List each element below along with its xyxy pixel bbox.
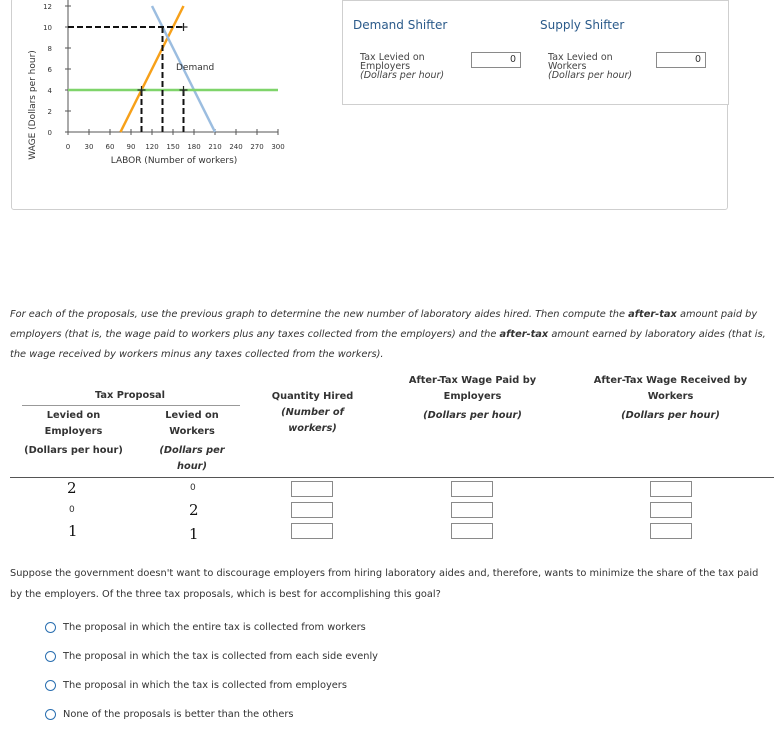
y-tick-label: 10 [43, 24, 52, 32]
supply-shifter-label-line: (Dollars per hour) [548, 70, 633, 81]
radio-option-workers[interactable] [45, 622, 366, 633]
radio-button[interactable] [45, 651, 56, 662]
header-line: (Dollars per hour) [24, 445, 123, 456]
x-tick-label: 0 [65, 143, 71, 151]
x-axis-label: LABOR (Number of workers) [110, 156, 238, 166]
header-line: (Dollars per hour) [423, 410, 522, 421]
demand-shifter-input[interactable]: 0 [471, 52, 521, 68]
header-line: Quantity Hired [271, 391, 354, 402]
levied-employers-header [16, 408, 131, 459]
radio-option-label: The proposal in which the tax is collected from each side evenly [63, 651, 378, 662]
instructions-bold: after-tax [628, 309, 677, 320]
y-tick-label: 2 [47, 108, 52, 116]
header-line: Employers [44, 426, 103, 437]
instructions-text: amount earned by laboratory aides (that is, the wage received by workers minus any taxes collected from the workers). [10, 329, 766, 360]
demand-shifter-label-line: (Dollars per hour) [360, 70, 445, 81]
header-line: (Number of [281, 407, 344, 418]
y-tick-label: 4 [47, 87, 52, 95]
supply-shifter-title: Supply Shifter [540, 18, 625, 32]
header-line: (Dollars per [159, 445, 225, 456]
header-line: Employers [443, 391, 502, 402]
radio-option-employers[interactable] [45, 680, 347, 691]
wage-paid-input-row1[interactable] [451, 481, 493, 497]
x-tick-label: 240 [229, 143, 243, 151]
header-line: workers) [288, 423, 337, 434]
shifter-box [342, 0, 729, 105]
header-line: Workers [169, 426, 215, 437]
y-tick-label: 0 [47, 129, 52, 137]
header-line: (Dollars per hour) [621, 410, 720, 421]
table-divider [10, 477, 774, 478]
radio-button[interactable] [45, 622, 56, 633]
wage-received-input-row2[interactable] [650, 502, 692, 518]
radio-button[interactable] [45, 680, 56, 691]
labor-market-chart [0, 0, 340, 180]
wage-paid-input-row3[interactable] [451, 523, 493, 539]
tax-workers-row1: 0 [190, 483, 196, 493]
demand-shifter-label-line: Employers [360, 61, 411, 72]
x-tick-label: 300 [271, 143, 285, 151]
header-line: hour) [177, 461, 207, 472]
header-line: Levied on [165, 410, 219, 421]
supply-curve [121, 6, 184, 132]
wage-received-header [583, 373, 758, 424]
demand-curve-label: Demand [176, 63, 215, 73]
quantity-hired-header [255, 389, 370, 437]
y-tick-label: 6 [47, 66, 52, 74]
supply-shifter-input[interactable]: 0 [656, 52, 706, 68]
y-tick-label: 12 [43, 3, 52, 11]
radio-option-label: The proposal in which the entire tax is collected from workers [63, 622, 366, 633]
radio-option-none[interactable] [45, 709, 294, 720]
radio-option-label: The proposal in which the tax is collected from employers [63, 680, 347, 691]
radio-option-label: None of the proposals is better than the others [63, 709, 294, 720]
x-tick-label: 210 [208, 143, 222, 151]
x-tick-label: 120 [145, 143, 159, 151]
demand-shifter-label-line: Tax Levied on [360, 52, 425, 63]
tax-workers-row2: 2 [189, 501, 199, 519]
header-line: After-Tax Wage Paid by [408, 375, 537, 386]
supply-shifter-label-line: Tax Levied on [548, 52, 613, 63]
tax-workers-row3: 1 [189, 525, 199, 543]
question-text: Suppose the government doesn't want to discourage employers from hiring laboratory aides and, therefore, wants to minimize the share of the tax paid by the employers. Of the three tax proposals, which is best for accomplishing this goal? [10, 568, 759, 600]
header-line: Workers [647, 391, 694, 402]
supply-shifter-label-line: Workers [548, 61, 587, 72]
wage-paid-input-row2[interactable] [451, 502, 493, 518]
quantity-input-row1[interactable] [291, 481, 333, 497]
levied-workers-header [142, 408, 242, 475]
x-tick-label: 90 [126, 143, 136, 151]
instructions-text: amount paid by employers (that is, the wage paid to workers plus any taxes collected from the employers) and the [10, 309, 758, 340]
x-tick-label: 30 [84, 143, 94, 151]
x-tick-label: 180 [187, 143, 201, 151]
x-tick-label: 150 [166, 143, 180, 151]
tax-employers-row1: 2 [67, 479, 77, 497]
wage-received-input-row1[interactable] [650, 481, 692, 497]
quantity-input-row3[interactable] [291, 523, 333, 539]
supply-shifter-label [548, 53, 632, 80]
y-tick-label: 8 [47, 45, 52, 53]
header-line: After-Tax Wage Received by [593, 375, 748, 386]
instructions-text: For each of the proposals, use the previous graph to determine the new number of laboratory aides hired. Then compute the [10, 309, 629, 320]
tax-employers-row2: 0 [69, 505, 75, 515]
wage-paid-header [390, 373, 555, 424]
demand-shifter-label [360, 53, 444, 80]
tax-employers-row3: 1 [68, 522, 78, 540]
y-axis-label: WAGE (Dollars per hour) [28, 50, 38, 160]
instructions-bold: after-tax [499, 329, 549, 340]
header-divider [22, 405, 240, 406]
header-line: Levied on [46, 410, 101, 421]
demand-shifter-title: Demand Shifter [353, 18, 448, 32]
radio-option-evenly[interactable] [45, 651, 378, 662]
quantity-input-row2[interactable] [291, 502, 333, 518]
wage-received-input-row3[interactable] [650, 523, 692, 539]
tax-proposal-header: Tax Proposal [94, 390, 166, 401]
instructions [10, 305, 770, 365]
radio-button[interactable] [45, 709, 56, 720]
x-tick-label: 270 [250, 143, 264, 151]
x-tick-label: 60 [105, 143, 115, 151]
